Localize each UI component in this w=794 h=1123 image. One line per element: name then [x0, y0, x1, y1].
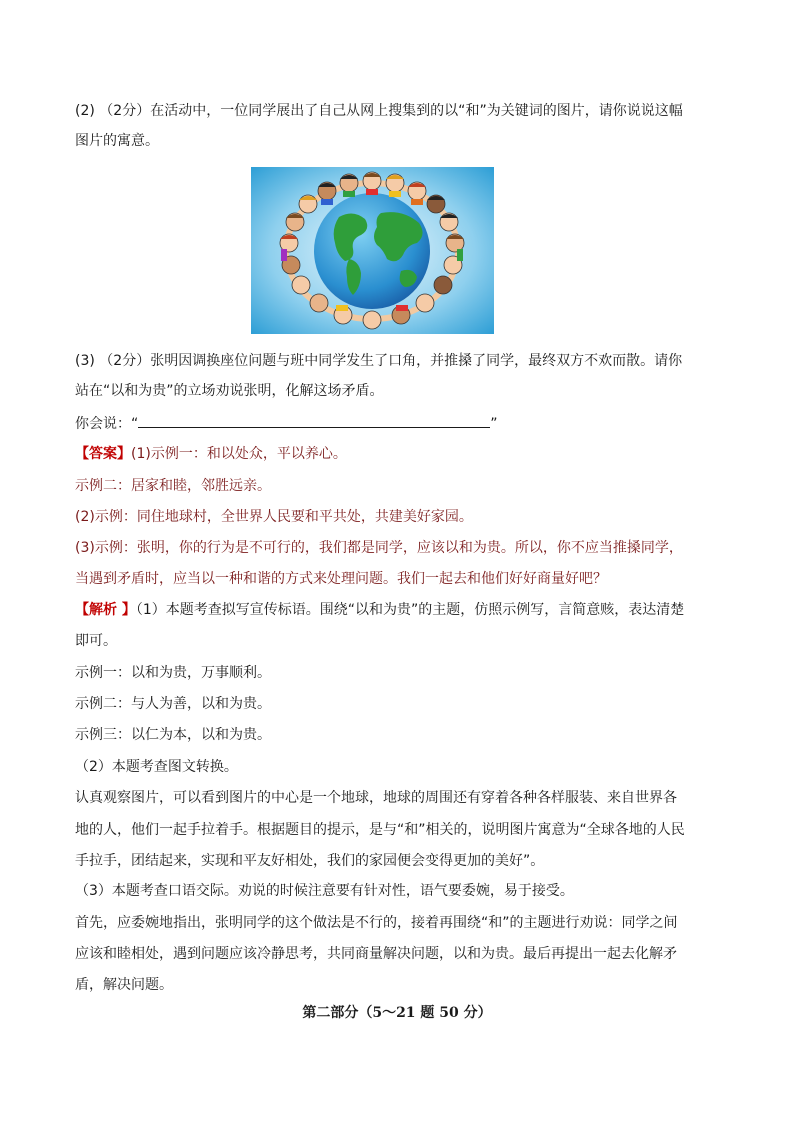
- analysis-p3-line2: 应该和睦相处，遇到问题应该冷静思考，共同商量解决问题，以和为贵。最后再提出一起去化解矛: [75, 946, 677, 962]
- analysis-p2-line1: 认真观察图片，可以看到图片的中心是一个地球，地球的周围还有穿着各种各样服装、来自世界各: [75, 790, 677, 806]
- q3-text-line2: 站在“以和为贵”的立场劝说张明，化解这场矛盾。: [75, 383, 384, 399]
- say-suffix: ”: [490, 416, 498, 432]
- analysis-p3-head: （3）本题考查口语交际。劝说的时候注意要有针对性，语气要委婉，易于接受。: [75, 883, 574, 899]
- q3-text-line1: (3) （2分）张明因调换座位问题与班中同学发生了口角，并推搡了同学，最终双方不欢而散。请你: [75, 353, 683, 369]
- answer-3-line1: (3)示例：张明，你的行为是不可行的，我们都是同学，应该以和为贵。所以，你不应当推搡同学，: [75, 540, 683, 556]
- analysis-example2: 示例二：与人为善，以和为贵。: [75, 696, 271, 712]
- say-prefix: 你会说：“: [75, 416, 139, 432]
- answer-2: (2)示例：同住地球村，全世界人民要和平共处，共建美好家园。: [75, 509, 473, 525]
- q2-text-line1: (2) （2分）在活动中，一位同学展出了自己从网上搜集到的以“和”为关键词的图片，请你说说这幅: [75, 103, 683, 119]
- analysis-example1: 示例一：以和为贵，万事顺利。: [75, 665, 271, 681]
- answer-ex1-line: [75, 444, 347, 464]
- analysis-p2-line3: 手拉手，团结起来，实现和平友好相处，我们的家园便会变得更加的美好”。: [75, 853, 545, 869]
- q2-text-line2: 图片的寓意。: [75, 133, 159, 149]
- answer-tag: 【答案】: [75, 446, 131, 462]
- globe-children-image: [251, 167, 494, 334]
- q3-answer-line: [75, 413, 498, 434]
- answer-3-line2: 当遇到矛盾时，应当以一种和谐的方式来处理问题。我们一起去和他们好好商量好吧？: [75, 571, 607, 587]
- analysis-p2-line2: 地的人，他们一起手拉着手。根据题目的提示，是与“和”相关的，说明图片寓意为“全球各地的人民: [75, 822, 685, 838]
- answer-blank[interactable]: [138, 413, 490, 428]
- analysis-p3-line1: 首先，应委婉地指出，张明同学的这个做法是不行的，接着再围绕“和”的主题进行劝说：同学之间: [75, 915, 678, 931]
- analysis-example3: 示例三：以仁为本，以和为贵。: [75, 727, 271, 743]
- analysis-p1-line1: （1）本题考查拟写宣传标语。围绕“以和为贵”的主题，仿照示例写，言简意赅，表达清楚: [135, 602, 685, 618]
- analysis-p2-head: （2）本题考查图文转换。: [75, 759, 238, 775]
- answer-1-example1: (1)示例一：和以处众，平以养心。: [131, 446, 347, 462]
- section-title: 第二部分（5～21 题 50 分）: [302, 1005, 492, 1021]
- analysis-p1-line2: 即可。: [75, 633, 117, 649]
- analysis-p3-line3: 盾，解决问题。: [75, 977, 173, 993]
- analysis-p1-line1-row: [75, 600, 684, 620]
- answer-1-example2: 示例二：居家和睦，邻胜远亲。: [75, 478, 271, 494]
- analysis-tag: 【解析 】: [75, 602, 136, 618]
